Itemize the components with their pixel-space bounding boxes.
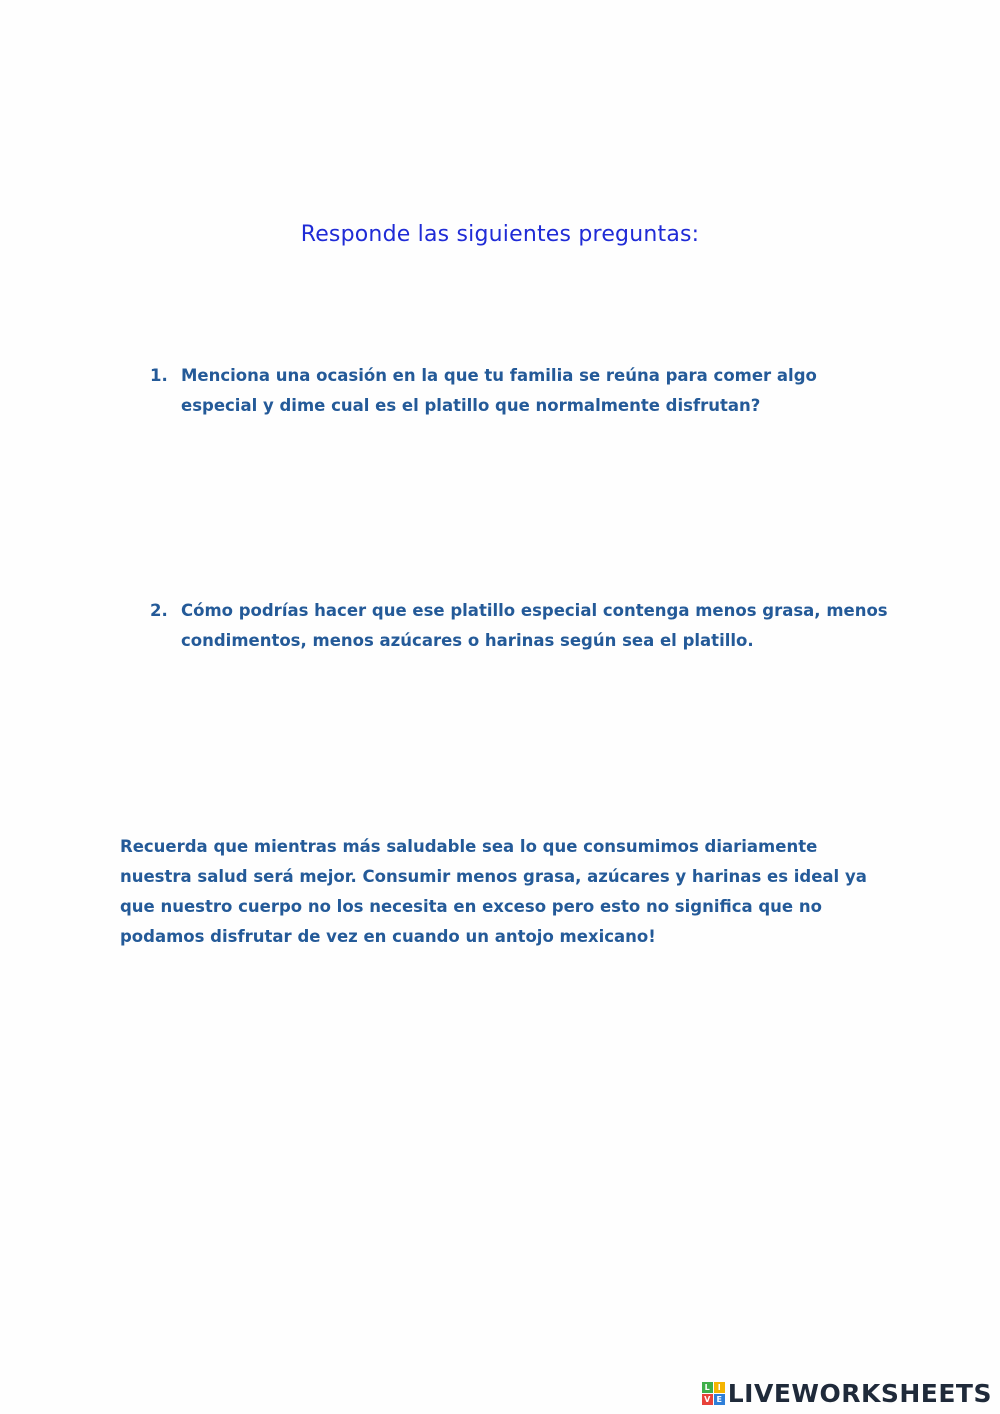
brand-name: LIVEWORKSHEETS [727, 1379, 992, 1408]
question-text: Menciona una ocasión en la que tu familia se reúna para comer algo especial y dime cual es el platillo que normalmente disfrutan? [181, 366, 817, 415]
logo-letter-l: L [702, 1382, 713, 1393]
liveworksheets-watermark [702, 1379, 992, 1408]
logo-letter-i: I [714, 1382, 725, 1393]
question-number: 1. [150, 366, 168, 385]
worksheet-title: Responde las siguientes preguntas: [300, 222, 700, 247]
question-number: 2. [150, 601, 168, 620]
logo-letter-v: V [702, 1394, 713, 1405]
question-text: Cómo podrías hacer que ese platillo especial contenga menos grasa, menos condimentos, menos azúcares o harinas según sea el platillo. [181, 601, 888, 650]
question-2 [150, 596, 890, 656]
closing-note: Recuerda que mientras más saludable sea lo que consumimos diariamente nuestra salud será mejor. Consumir menos grasa, azúcares y harinas es ideal ya que nuestro cuerpo no los necesita en exceso pero esto no significa que no podamos disfrutar de vez en cuando un antojo mexicano! [120, 837, 867, 946]
liveworksheets-logo-icon [702, 1382, 725, 1405]
logo-letter-e: E [714, 1394, 725, 1405]
question-1 [150, 361, 890, 421]
